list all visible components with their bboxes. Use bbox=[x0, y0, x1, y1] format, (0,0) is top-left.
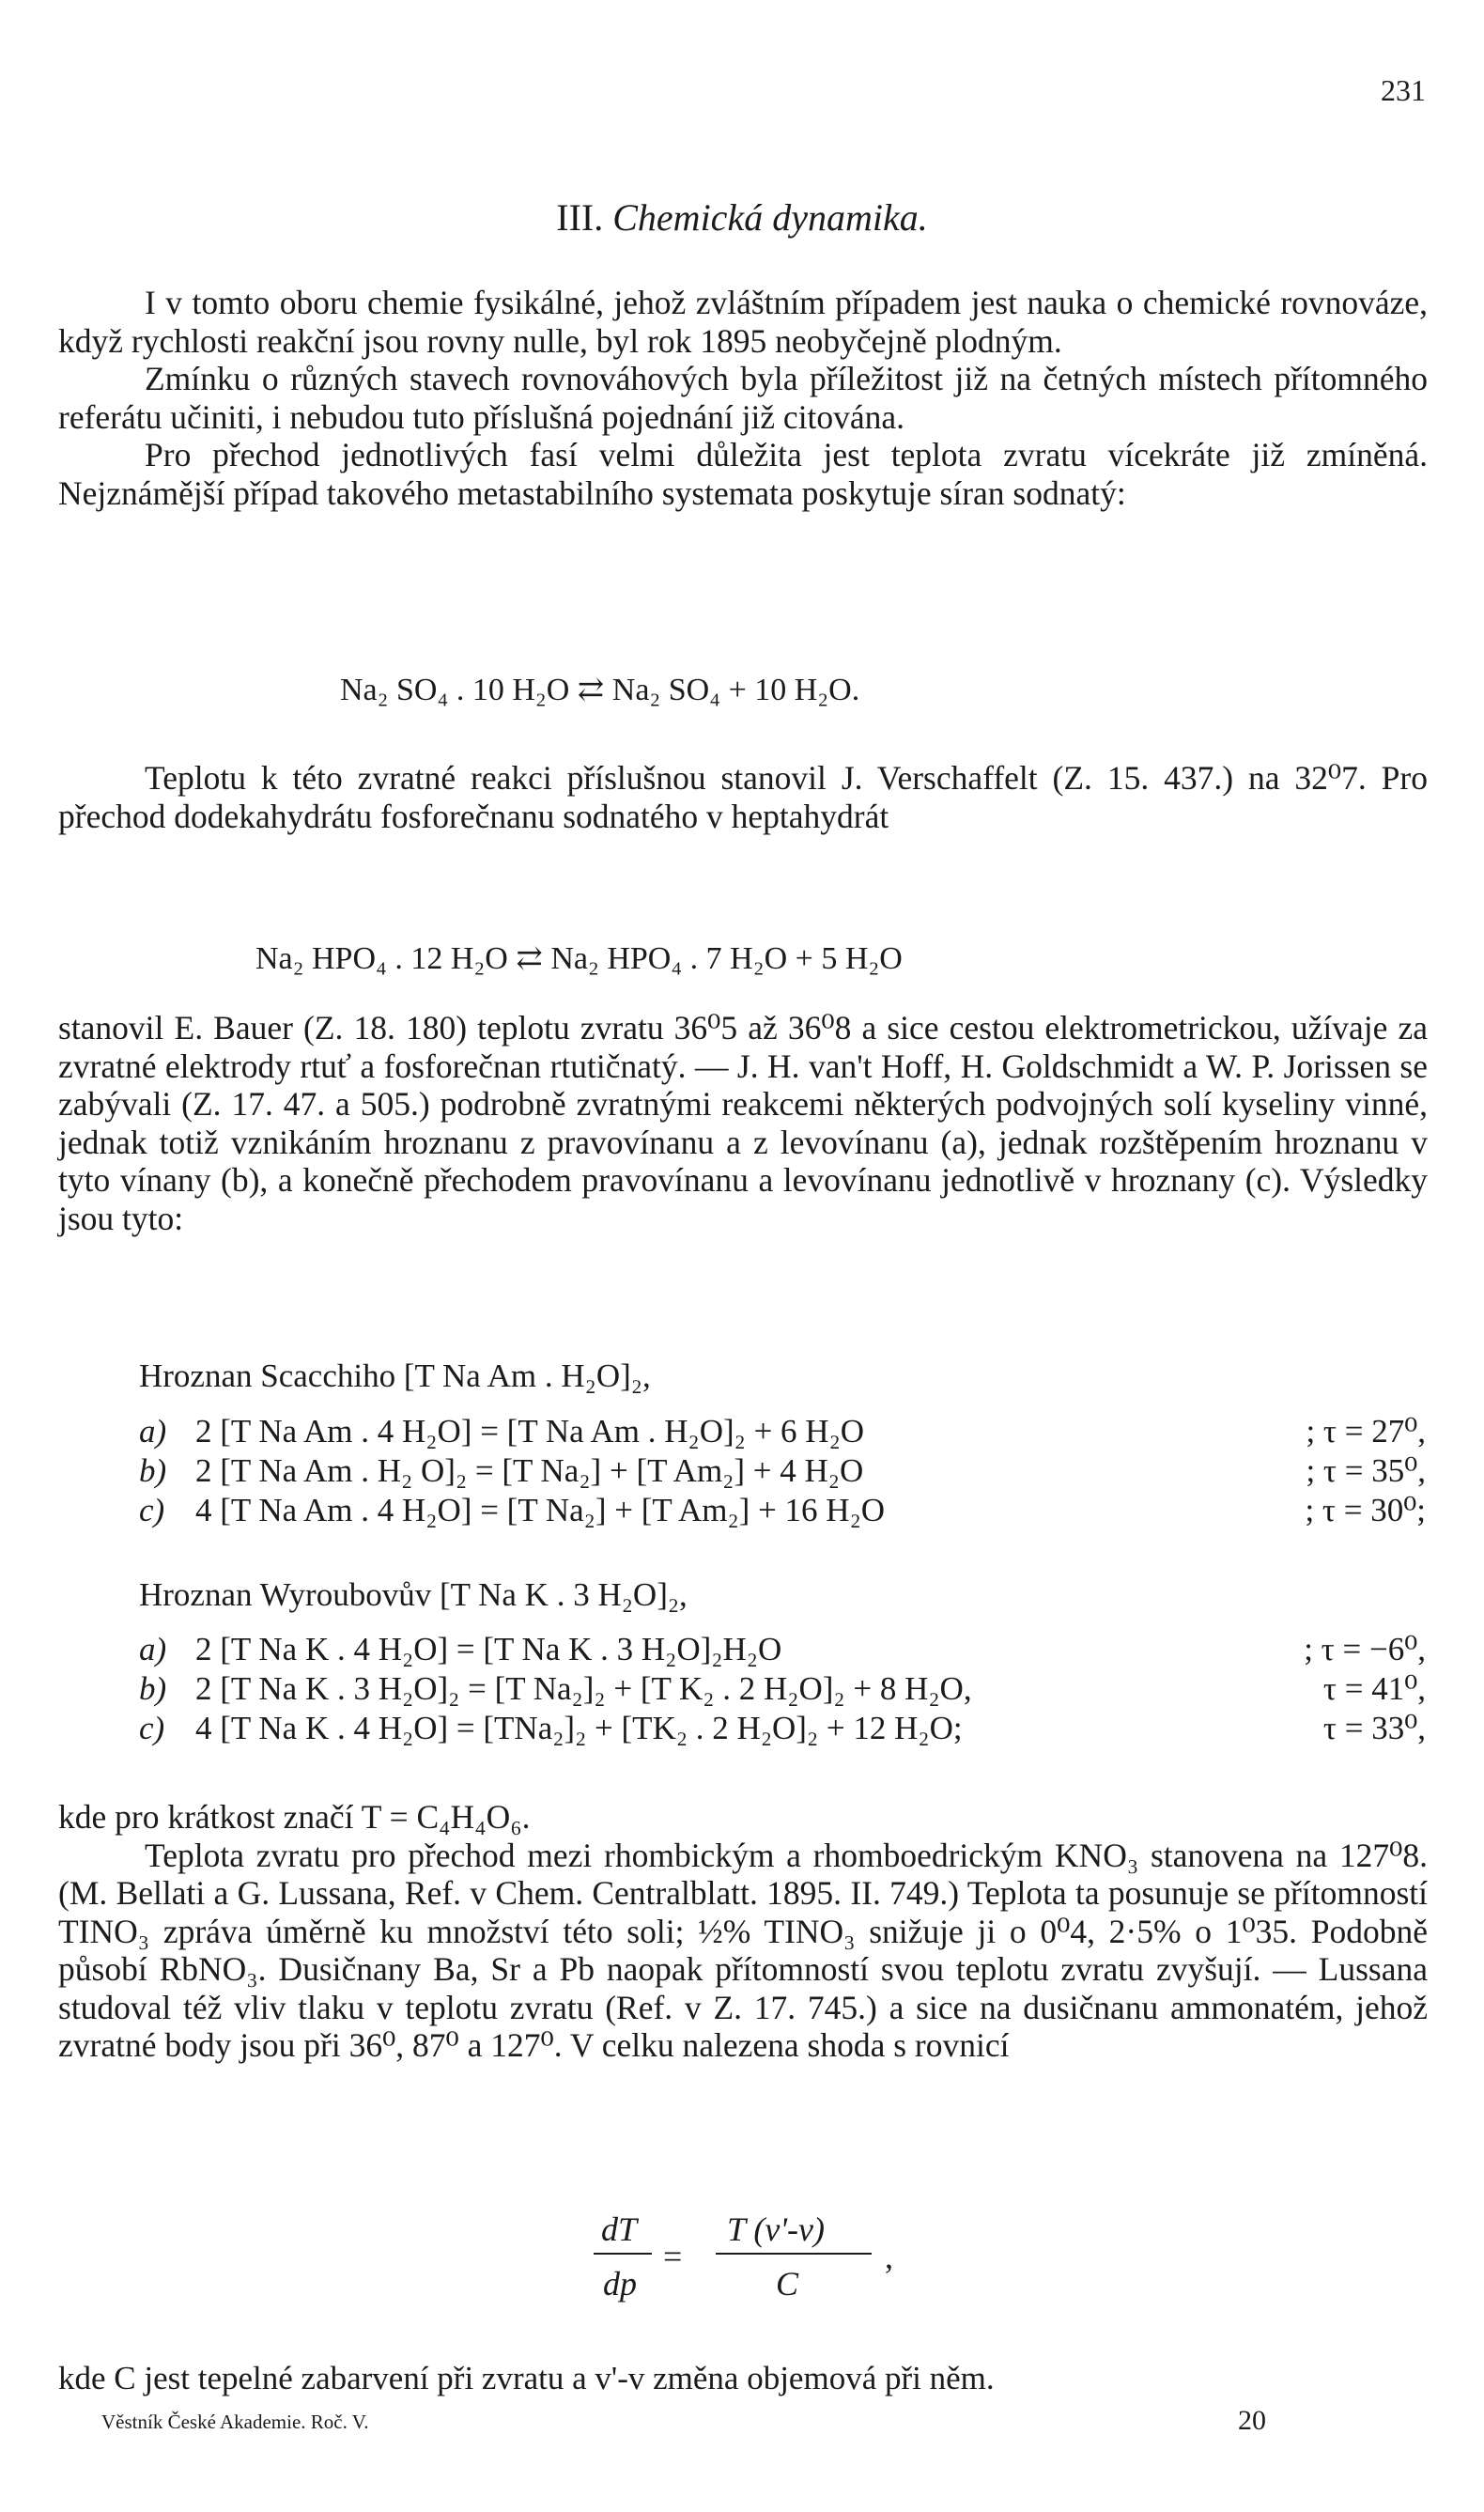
paragraph-intro-2: Zmínku o různých stavech rovnováhových byla příležitost již na četných místech přítomného referátu učiniti, i nebudou tuto příslušná pojednání již citována. bbox=[58, 360, 1428, 436]
closing-sentence: kde C jest tepelné zabarvení při zvratu a v'-v změna objemová při něm. bbox=[58, 2360, 995, 2396]
paragraph-knoe-block bbox=[58, 1798, 1428, 2065]
reaction-tau: ; τ = 30⁰; bbox=[1305, 1492, 1426, 1528]
paragraph-verschaffelt-block bbox=[58, 759, 1428, 835]
paragraph-kno3: Teplota zvratu pro přechod mezi rhombickým a rhomboedrickým KNO₃ stanovena na 127⁰8. (M. Bellati a G. Lussana, Ref. v Chem. Centralblatt. 1895. II. 749.) Teplota ta posunuje se přítomností TINO₃ zpráva úměrně ku množství této soli; ½% TINO₃ snižuje ji o 0⁰4, 2·5% o 1⁰35. Podobně působí RbNO₃. Dusičnany Ba, Sr a Pb naopak přítomností svou teplotu zvratu zvyšují. — Lussana studoval též vliv tlaku v teplotu zvratu (Ref. v Z. 17. 745.) a sice na dusičnanu ammonatém, jehož zvratné body jsou při 36⁰, 87⁰ a 127⁰. V celku nalezena shoda s rovnicí bbox=[58, 1836, 1428, 2064]
reaction-tau: ; τ = −6⁰, bbox=[1304, 1631, 1426, 1667]
page-number: 231 bbox=[1381, 73, 1426, 107]
signature-mark: 20 bbox=[1238, 2405, 1266, 2436]
reaction-tau: τ = 41⁰, bbox=[1322, 1670, 1426, 1707]
reaction-line bbox=[139, 1452, 1426, 1490]
reaction-formula: 2 [T Na Am . 4 H₂O] = [T Na Am . H₂O]₂ + 6 H₂O bbox=[195, 1413, 865, 1450]
reaction-label: a) bbox=[139, 1413, 167, 1450]
formula-comma: , bbox=[885, 2238, 893, 2275]
reaction-label: c) bbox=[139, 1492, 165, 1528]
reaction-formula: 4 [T Na Am . 4 H₂O] = [T Na₂] + [T Am₂] + 16 H₂O bbox=[195, 1492, 886, 1528]
reaction-formula: 2 [T Na Am . H₂ O]₂ = [T Na₂] + [T Am₂] + 4 H₂O bbox=[195, 1452, 864, 1489]
journal-footer: Věstník České Akademie. Roč. V. bbox=[101, 2411, 369, 2433]
reaction-tau: τ = 33⁰, bbox=[1322, 1710, 1426, 1746]
fraction-bar-right bbox=[716, 2253, 872, 2255]
paragraph-intro-1: I v tomto oboru chemie fysikálné, jehož zvláštním případem jest nauka o chemické rovnováze, když rychlosti reakční jsou rovny nulle, byl rok 1895 neobyčejně plodným. bbox=[58, 284, 1428, 360]
reaction-label: b) bbox=[139, 1670, 167, 1707]
fraction-bar-left bbox=[594, 2253, 652, 2255]
reaction-formula: 2 [T Na K . 4 H₂O] = [T Na K . 3 H₂O]₂H₂O bbox=[195, 1631, 782, 1667]
reaction-formula: 4 [T Na K . 4 H₂O] = [TNa₂]₂ + [TK₂ . 2 H₂O]₂ + 12 H₂O; bbox=[195, 1710, 963, 1746]
formula-den-left: dp bbox=[603, 2265, 637, 2303]
formula-num-right: T (v'-v) bbox=[727, 2210, 825, 2248]
paragraph-bauer: stanovil E. Bauer (Z. 18. 180) teplotu zvratu 36⁰5 až 36⁰8 a sice cestou elektrometrickou, užívaje za zvratné elektrody rtuť a fosforečnan rtutičnatý. — J. H. van't Hoff, H. Goldschmidt a W. P. Jorissen se zabývali (Z. 17. 47. a 505.) podrobně zvratnými reakcemi některých podvojných solí kyseliny vinné, jednak totiž vznikáním hroznanu z pravovínanu a z levovínanu (a), jednak rozštěpením hroznanu v tyto vínany (b), a konečně přechodem pravovínanu a levovínanu jednotlivě v hroznany (c). Výsledky jsou tyto: bbox=[58, 1009, 1428, 1237]
reaction-line bbox=[139, 1492, 1426, 1529]
group-wyrouboff-title: Hroznan Wyroubovův [T Na K . 3 H₂O]₂, bbox=[139, 1576, 688, 1613]
reaction-tau: ; τ = 35⁰, bbox=[1306, 1452, 1426, 1489]
paragraph-intro-3: Pro přechod jednotlivých fasí velmi důležita jest teplota zvratu vícekráte již zmíněná. Nejznámější případ takového metastabilního systemata poskytuje síran sodnatý: bbox=[58, 436, 1428, 512]
reaction-label: c) bbox=[139, 1710, 165, 1746]
reaction-line bbox=[139, 1413, 1426, 1450]
formula-den-right: C bbox=[776, 2265, 799, 2303]
equation-sodium-sulfate: Na₂ SO₄ . 10 H₂O ⇄ Na₂ SO₄ + 10 H₂O. bbox=[340, 673, 860, 707]
intro-block bbox=[58, 284, 1428, 512]
paragraph-bauer-block bbox=[58, 1009, 1428, 1237]
equation-sodium-phosphate: Na₂ HPO₄ . 12 H₂O ⇄ Na₂ HPO₄ . 7 H₂O + 5 H₂O bbox=[255, 941, 903, 976]
reaction-formula: 2 [T Na K . 3 H₂O]₂ = [T Na₂]₂ + [T K₂ . 2 H₂O]₂ + 8 H₂O, bbox=[195, 1670, 972, 1707]
reaction-line bbox=[139, 1631, 1426, 1668]
formula-num-left: dT bbox=[601, 2210, 638, 2248]
reaction-label: b) bbox=[139, 1452, 167, 1489]
formula-equals: = bbox=[663, 2238, 683, 2275]
section-title: Chemická dynamika. bbox=[612, 196, 928, 239]
reaction-tau: ; τ = 27⁰, bbox=[1306, 1413, 1426, 1450]
paragraph-verschaffelt: Teplotu k této zvratné reakci příslušnou stanovil J. Verschaffelt (Z. 15. 437.) na 32⁰7. Pro přechod dodekahydrátu fosforečnanu sodnatého v heptahydrát bbox=[58, 759, 1428, 835]
reaction-line bbox=[139, 1670, 1426, 1708]
group-scacchi-title: Hroznan Scacchiho [T Na Am . H₂O]₂, bbox=[139, 1357, 651, 1394]
paragraph-abbreviation: kde pro krátkost značí T = C₄H₄O₆. bbox=[58, 1798, 531, 1836]
section-heading bbox=[0, 195, 1484, 240]
reaction-label: a) bbox=[139, 1631, 167, 1667]
section-roman: III. bbox=[556, 196, 604, 239]
reaction-line bbox=[139, 1710, 1426, 1747]
